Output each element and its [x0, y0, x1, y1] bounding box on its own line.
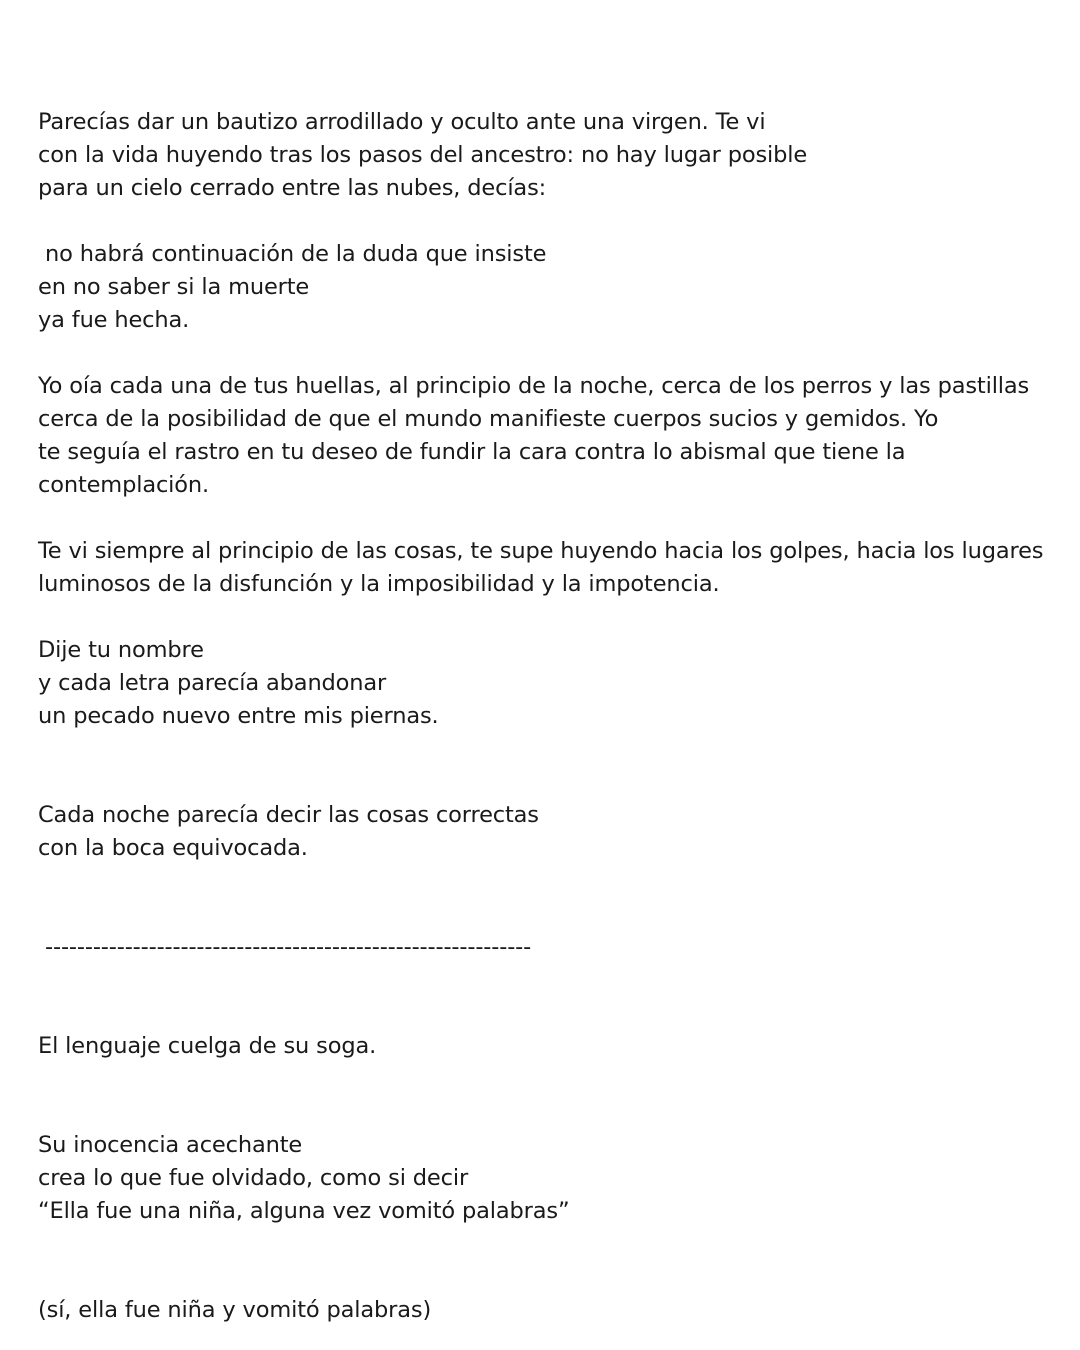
poem-line: (sí, ella fue niña y vomitó palabras)	[38, 1297, 432, 1323]
poem-line: no habrá continuación de la duda que insiste	[38, 241, 547, 267]
poem-line: con la vida huyendo tras los pasos del ancestro: no hay lugar posible	[38, 142, 808, 168]
poem-line: luminosos de la disfunción y la imposibilidad y la impotencia.	[38, 571, 720, 597]
poem-line: Dije tu nombre	[38, 637, 204, 663]
poem-line: Yo oía cada una de tus huellas, al principio de la noche, cerca de los perros y las pastillas	[38, 373, 1030, 399]
poem-line: Cada noche parecía decir las cosas correctas	[38, 802, 539, 828]
poem-line: cerca de la posibilidad de que el mundo manifieste cuerpos sucios y gemidos. Yo	[38, 406, 939, 432]
poem-line: en no saber si la muerte	[38, 274, 310, 300]
poem-line: te seguía el rastro en tu deseo de fundir la cara contra lo abismal que tiene la	[38, 439, 906, 465]
poem-line: y cada letra parecía abandonar	[38, 670, 387, 696]
poem-line: contemplación.	[38, 472, 210, 498]
poem-line: Parecías dar un bautizo arrodillado y oculto ante una virgen. Te vi	[38, 109, 766, 135]
section-divider: -------------------------------------------------------------	[38, 934, 532, 960]
poem-line: para un cielo cerrado entre las nubes, decías:	[38, 175, 547, 201]
poem-line: con la boca equivocada.	[38, 835, 308, 861]
poem-line: Te vi siempre al principio de las cosas, te supe huyendo hacia los golpes, hacia los lugares	[38, 538, 1044, 564]
poem-line: Su inocencia acechante	[38, 1132, 303, 1158]
poem-line: El lenguaje cuelga de su soga.	[38, 1033, 377, 1059]
poem-line: ya fue hecha.	[38, 307, 190, 333]
poem-line: un pecado nuevo entre mis piernas.	[38, 703, 439, 729]
poem-line: “Ella fue una niña, alguna vez vomitó palabras”	[38, 1198, 570, 1224]
poem-line: crea lo que fue olvidado, como si decir	[38, 1165, 469, 1191]
